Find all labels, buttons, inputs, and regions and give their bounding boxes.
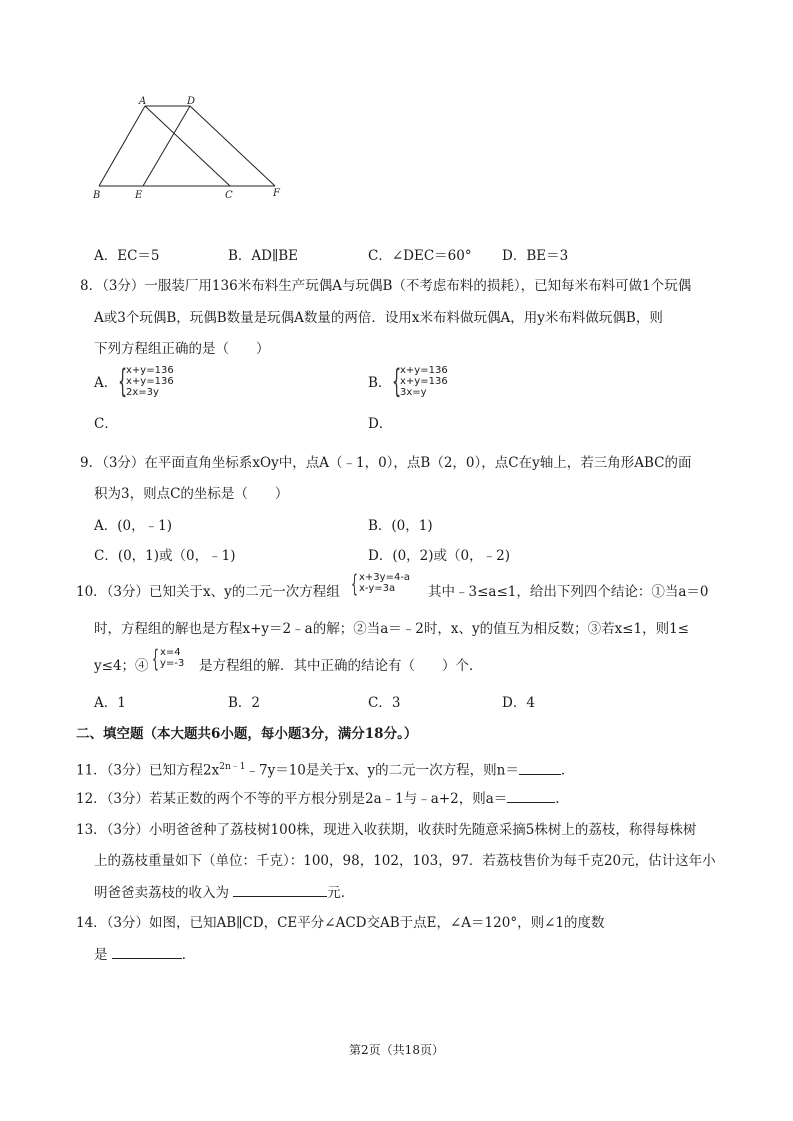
q11-answer-blank[interactable] bbox=[519, 760, 561, 775]
q11-text-pre: 11．（3分）已知方程2x bbox=[76, 762, 220, 779]
q12-text: 12．（3分）若某正数的两个不等的平方根分别是2a﹣1与﹣a+2，则a＝ bbox=[76, 791, 508, 807]
q7-option-a: A．EC＝5 bbox=[94, 248, 160, 264]
q13-line-1: 13．（3分）小明爸爸种了荔枝树100株，现进入收获期，收获时先随意采摘5株树上的荔枝，称得每株树 bbox=[76, 822, 697, 838]
q13-answer-blank[interactable] bbox=[233, 882, 327, 897]
q10-option-b: B．2 bbox=[228, 695, 261, 711]
q7-option-c: C．∠DEC＝60° bbox=[368, 248, 472, 264]
q13-text-end: 元． bbox=[327, 885, 355, 901]
q10-line-1-pre: 10．（3分）已知关于x、y的二元一次方程组 bbox=[76, 584, 340, 600]
q12-text-end: . bbox=[555, 791, 560, 807]
q9-option-b: B．(0，1) bbox=[368, 518, 433, 534]
section-heading: 二、填空题（本大题共6小题，每小题3分，满分18分。） bbox=[76, 726, 418, 742]
q11-line bbox=[76, 757, 565, 781]
q8-system-a: { x+y=136 x+y=136 2x=3y bbox=[118, 362, 174, 400]
q10-solution-row-1: x=4 bbox=[160, 647, 181, 658]
q10-solution-system: { x=4 y=-3 bbox=[152, 645, 185, 673]
geometry-figure bbox=[85, 92, 295, 204]
q10-system: { x+3y=4-a x-y=3a bbox=[351, 570, 411, 598]
q10-solution-row-2: y=-3 bbox=[160, 658, 185, 669]
segment-de bbox=[143, 106, 190, 186]
q14-line-1: 14．（3分）如图，已知AB∥CD，CE平分∠ACD交AB于点E，∠A＝120°，则∠1的度数 bbox=[76, 915, 605, 931]
q14-text-end: ． bbox=[181, 947, 196, 963]
q10-line-2: 时，方程组的解也是方程x+y＝2﹣a的解；②当a＝﹣2时，x、y的值互为相反数；③若x≤1，则1≤ bbox=[94, 621, 689, 637]
q9-line-1: 9．（3分）在平面直角坐标系xOy中，点A（﹣1，0），点B（2，0），点C在y轴上，若三角形ABC的面 bbox=[80, 455, 692, 471]
q10-option-c: C．3 bbox=[368, 695, 401, 711]
label-d: D bbox=[187, 96, 196, 107]
q13-line-2: 上的荔枝重量如下（单位：千克）：100，98，102，103，97．若荔枝售价为每千克20元，估计这年小 bbox=[94, 853, 716, 869]
label-f: F bbox=[273, 188, 280, 199]
q14-text: 是 bbox=[94, 947, 108, 963]
q8-option-a: A． bbox=[94, 375, 118, 391]
segment-ac bbox=[145, 106, 230, 186]
q8-system-a-row-1: x+y=136 bbox=[126, 365, 174, 376]
q10-line-3-post: 是方程组的解．其中正确的结论有（ ）个． bbox=[199, 658, 483, 674]
q8-option-b: B． bbox=[368, 375, 392, 391]
q10-option-d: D．4 bbox=[502, 695, 535, 711]
q8-option-d: D． bbox=[368, 416, 393, 432]
q8-line-3: 下列方程组正确的是（ ） bbox=[94, 341, 270, 357]
q12-answer-blank[interactable] bbox=[507, 788, 555, 803]
q8-option-c: C． bbox=[94, 416, 118, 432]
q8-line-2: A或3个玩偶B，玩偶B数量是玩偶A数量的两倍．设用x米布料做玩偶A，用y米布料做玩偶B，则 bbox=[94, 310, 663, 326]
q8-system-a-row-3: 2x=3y bbox=[126, 387, 159, 398]
q9-line-2: 积为3，则点C的坐标是（ ） bbox=[94, 486, 289, 502]
q14-answer-blank[interactable] bbox=[112, 944, 182, 959]
label-e: E bbox=[135, 190, 143, 201]
q10-line-3-pre: y≤4；④ bbox=[94, 658, 149, 674]
q9-option-c: C．(0，1)或（0，﹣1) bbox=[94, 548, 236, 564]
q8-system-a-row-2: x+y=136 bbox=[126, 376, 174, 387]
q10-option-a: A．1 bbox=[94, 695, 126, 711]
q13-line-3 bbox=[94, 882, 354, 903]
q8-line-1: 8．（3分）一服装厂用136米布料生产玩偶A与玩偶B（不考虑布料的损耗），已知每米布料可做1个玩偶 bbox=[80, 278, 692, 294]
segment-ab bbox=[99, 106, 145, 186]
label-c: C bbox=[225, 190, 233, 201]
q8-system-b-row-1: x+y=136 bbox=[400, 365, 448, 376]
page-footer: 第2页（共18页） bbox=[349, 1043, 444, 1057]
q8-system-b: { x+y=136 x+y=136 3x=y bbox=[392, 362, 448, 400]
q10-system-row-1: x+3y=4-a bbox=[359, 572, 411, 583]
q13-text: 明爸爸卖荔枝的收入为 bbox=[94, 885, 229, 901]
q11-exponent: 2n﹣1 bbox=[219, 762, 246, 772]
q7-option-b: B．AD∥BE bbox=[228, 248, 299, 264]
q12-line bbox=[76, 788, 560, 809]
q14-line-2 bbox=[94, 944, 195, 965]
label-a: A bbox=[139, 96, 147, 107]
q9-option-d: D．(0，2)或（0，﹣2) bbox=[368, 548, 510, 564]
label-b: B bbox=[93, 190, 101, 201]
q11-text-end: . bbox=[560, 762, 566, 779]
q8-system-b-row-2: x+y=136 bbox=[400, 376, 448, 387]
q9-option-a: A．(0，﹣1) bbox=[94, 518, 172, 534]
q7-option-d: D．BE＝3 bbox=[502, 248, 569, 264]
segment-df bbox=[190, 106, 275, 186]
q10-system-row-2: x-y=3a bbox=[359, 583, 396, 594]
q11-text-post: ﹣7y＝10是关于x、y的二元一次方程，则n＝ bbox=[245, 762, 519, 779]
q8-system-b-row-3: 3x=y bbox=[400, 387, 427, 398]
q10-line-1-post: 其中﹣3≤a≤1，给出下列四个结论：①当a＝0 bbox=[428, 584, 709, 600]
